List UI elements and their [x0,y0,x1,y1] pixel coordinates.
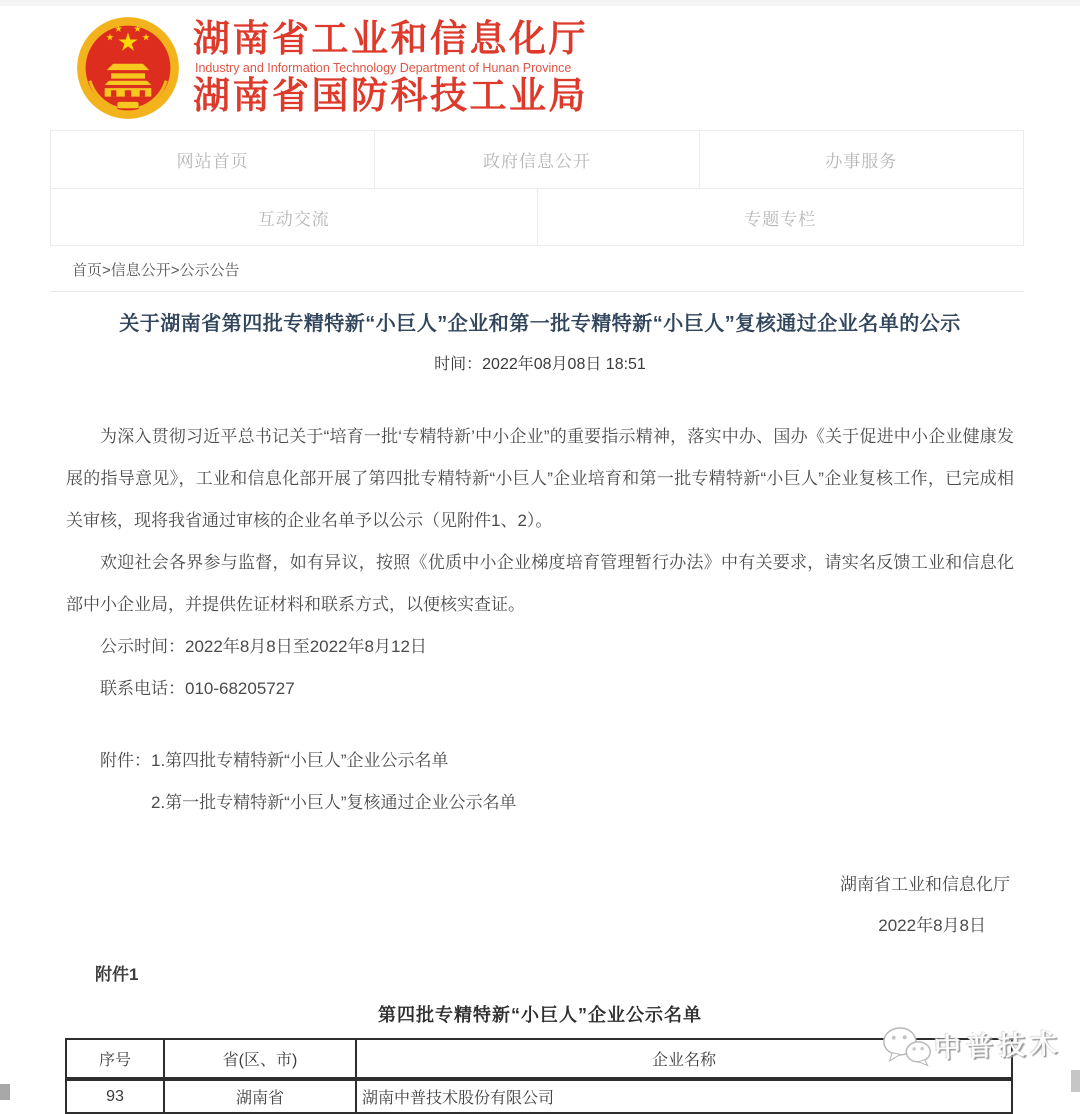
breadcrumb-bar [50,246,1024,292]
attachment-link-1[interactable]: 附件：1.第四批专精特新“小巨人”企业公示名单 [100,751,449,770]
column-header-index: 序号 [66,1039,164,1079]
nav-row-2 [51,188,1023,245]
nav-item-home[interactable]: 网站首页 [176,152,249,171]
header-titles [193,20,588,116]
nav-item-gov-info[interactable]: 政府信息公开 [374,131,698,188]
nav-item-special-columns[interactable]: 专题专栏 [537,189,1024,245]
contact-phone-line: 联系电话：010-68205727 [100,679,295,698]
article-paragraph-2: 欢迎社会各界参与监督，如有异议，按照《优质中小企业梯度培育管理暂行办法》中有关要求，请实名反馈工业和信息化部中小企业局，并提供佐证材料和联系方式，以便核实查证。 [66,553,1014,614]
article-body [66,416,1014,824]
cell-company-name: 湖南中普技术股份有限公司 [356,1079,1012,1113]
column-header-province: 省(区、市) [164,1039,356,1079]
enterprise-roster-table [65,1038,1013,1114]
roster-table-title: 第四批专精特新“小巨人”企业公示名单 [378,1005,702,1025]
bottom-left-edge-artifact [0,1084,10,1100]
cell-index: 93 [66,1079,164,1113]
nav-item-interaction[interactable]: 互动交流 [257,209,330,229]
signature-organization: 湖南省工业和信息化厅 [840,875,1010,894]
cell-province: 湖南省 [164,1079,356,1113]
national-emblem-icon [73,15,183,121]
nav-row-1 [51,131,1023,188]
article-title: 关于湖南省第四批专精特新“小巨人”企业和第一批专精特新“小巨人”复核通过企业名单的公示 [119,313,961,335]
site-header [0,6,1080,130]
signature-block [0,864,1010,946]
article-timestamp: 时间：2022年08月08日 18:51 [434,356,646,373]
right-edge-scrollbar-artifact[interactable] [1071,1070,1080,1092]
site-logo[interactable] [73,15,183,121]
main-navigation [50,130,1024,246]
org-subtitle-english: Industry and Information Technology Department of Hunan Province [195,61,572,75]
table-row [66,1079,1012,1113]
watermark-text: 中普技术 [933,1028,1063,1063]
breadcrumb[interactable]: 首页>信息公开>公示公告 [72,262,240,279]
nav-item-services[interactable]: 办事服务 [699,131,1023,188]
attachments-list [66,740,1014,824]
org-title-primary: 湖南省工业和信息化厅 [193,18,588,60]
notice-period-line: 公示时间：2022年8月8日至2022年8月12日 [100,637,427,656]
article-paragraph-1: 为深入贯彻习近平总书记关于“培育一批‘专精特新’中小企业”的重要指示精神，落实中办、国办《关于促进中小企业健康发展的指导意见》，工业和信息化部开展了第四批专精特新“小巨人”企业培育和第一批专精特新“小巨人”企业复核工作，已完成相关审核，现将我省通过审核的企业名单予以公示（见附件1、2）。 [66,427,1014,530]
attachment-link-2[interactable]: 2.第一批专精特新“小巨人”复核通过企业公示名单 [151,793,517,812]
signature-date: 2022年8月8日 [878,916,986,935]
table-header-row [66,1039,1012,1079]
attachment1-label: 附件1 [95,965,139,984]
column-header-company: 企业名称 [356,1039,1012,1079]
org-title-secondary: 湖南省国防科技工业局 [193,75,588,116]
